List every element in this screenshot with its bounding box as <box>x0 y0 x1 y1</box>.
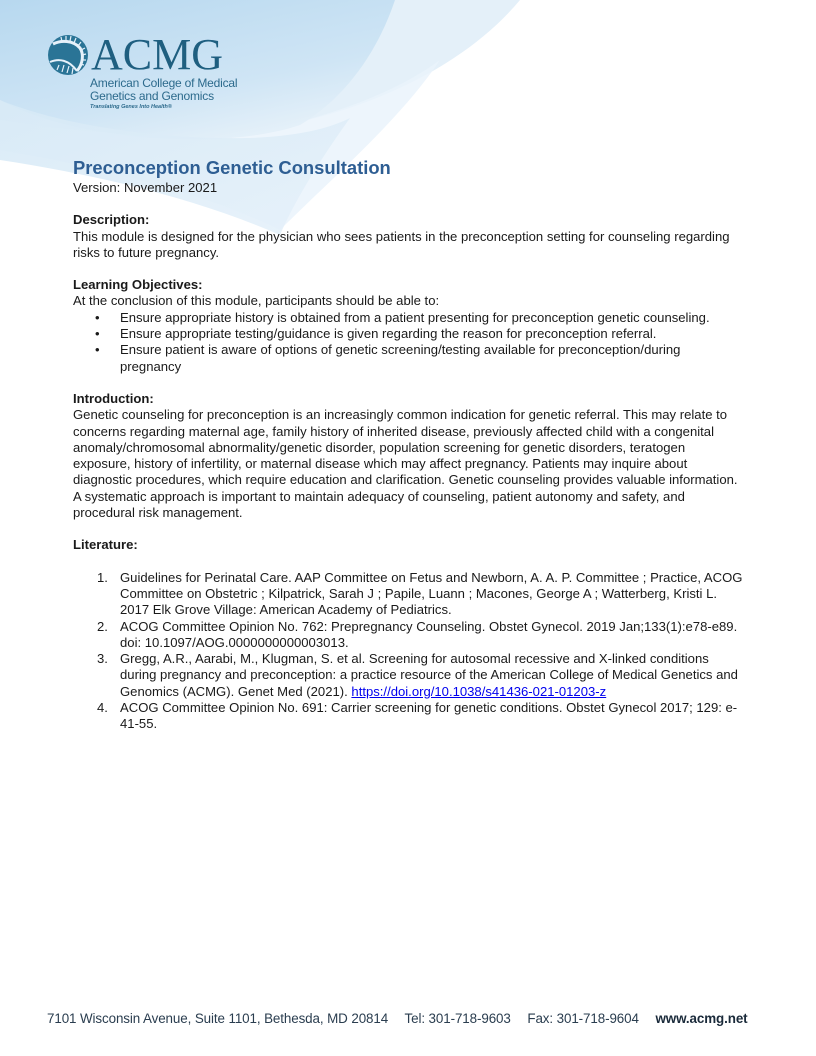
reference-item <box>73 651 743 700</box>
reference-item <box>73 700 743 733</box>
reference-number: 3. <box>97 651 108 667</box>
objective-text: Ensure appropriate history is obtained from a patient presenting for preconception genetic counseling. <box>120 309 710 325</box>
introduction-heading: Introduction: <box>73 390 154 406</box>
reference-item <box>73 570 743 619</box>
objective-item <box>73 326 743 342</box>
logo-tagline: Translating Genes Into Health® <box>90 104 172 110</box>
objective-item <box>73 342 743 375</box>
reference-text: ACOG Committee Opinion No. 691: Carrier screening for genetic conditions. Obstet Gynecol 2017; 129: e-41-55. <box>120 700 738 732</box>
document-body <box>73 156 743 733</box>
footer-website-link[interactable]: www.acmg.net <box>655 1011 748 1026</box>
reference-text: Gregg, A.R., Aarabi, M., Klugman, S. et al. Screening for autosomal recessive and X-linked conditions during pregnancy and preconception: a practice resource of the American College of Medical Genetics and Genomics (ACMG). Genet Med (2021). <box>120 651 738 699</box>
footer-address: 7101 Wisconsin Avenue, Suite 1101, Bethesda, MD 20814 <box>47 1011 389 1026</box>
bullet-icon: • <box>95 342 100 358</box>
dna-globe-icon <box>47 34 89 76</box>
objective-item <box>73 310 743 326</box>
reference-number: 2. <box>97 618 108 634</box>
page-title: Preconception Genetic Consultation <box>73 157 391 178</box>
bullet-icon: • <box>95 309 100 325</box>
introduction-section <box>73 391 743 521</box>
bullet-icon: • <box>95 326 100 342</box>
objective-text: Ensure patient is aware of options of genetic screening/testing available for preconception/during pregnancy <box>120 342 681 374</box>
page-footer <box>47 1011 787 1026</box>
description-text: This module is designed for the physician who sees patients in the preconception setting for counseling regarding risks to future pregnancy. <box>73 228 730 260</box>
learning-objectives-section <box>73 277 743 375</box>
reference-number: 1. <box>97 569 108 585</box>
org-name-line1: American College of Medical <box>90 76 238 90</box>
description-section <box>73 212 743 261</box>
description-heading: Description: <box>73 212 150 228</box>
reference-item <box>73 619 743 652</box>
acmg-logo <box>47 30 247 110</box>
footer-tel: Tel: 301-718-9603 <box>404 1011 511 1026</box>
objectives-list <box>73 310 743 375</box>
doi-link[interactable]: https://doi.org/10.1038/s41436-021-01203-z <box>351 683 607 699</box>
introduction-text: Genetic counseling for preconception is an increasingly common indication for genetic referral. This may relate to concerns regarding maternal age, family history of inherited disease, previously affected child with a congenital anomaly/chromosomal abnormality/genetic disorder, population screening for genetic disorders, teratogen exposure, history of infertility, or maternal disease which may affect pregnancy. Patients may inquire about diagnostic procedures, which require education and clarification. Genetic counseling provides valuable information. A systematic approach is important to maintain adequacy of counseling, patient autonomy and safety, and procedural risk management. <box>73 407 738 521</box>
reference-text: Guidelines for Perinatal Care. AAP Committee on Fetus and Newborn, A. A. P. Committee ; Practice, ACOG Committee on Obstetric ; Kilpatrick, Sarah J ; Papile, Luann ; Macones, George A ; Watterberg, Kristi L. 2017 Elk Grove Village: American Academy of Pediatrics. <box>120 569 743 618</box>
learning-objectives-intro: At the conclusion of this module, participants should be able to: <box>73 293 440 309</box>
references-list <box>73 570 743 733</box>
version-text: Version: November 2021 <box>73 180 218 195</box>
reference-number: 4. <box>97 700 108 716</box>
literature-heading: Literature: <box>73 537 138 553</box>
logo-wordmark: ACMG <box>91 30 224 79</box>
learning-objectives-heading: Learning Objectives: <box>73 277 203 293</box>
org-name-line2: Genetics and Genomics <box>90 88 214 103</box>
literature-section <box>73 537 743 732</box>
footer-fax: Fax: 301-718-9604 <box>527 1011 639 1026</box>
reference-text: ACOG Committee Opinion No. 762: Prepregnancy Counseling. Obstet Gynecol. 2019 Jan;133(1):e78-e89. doi: 10.1097/AOG.0000000000003013. <box>120 618 738 650</box>
objective-text: Ensure appropriate testing/guidance is given regarding the reason for preconception referral. <box>120 326 657 342</box>
